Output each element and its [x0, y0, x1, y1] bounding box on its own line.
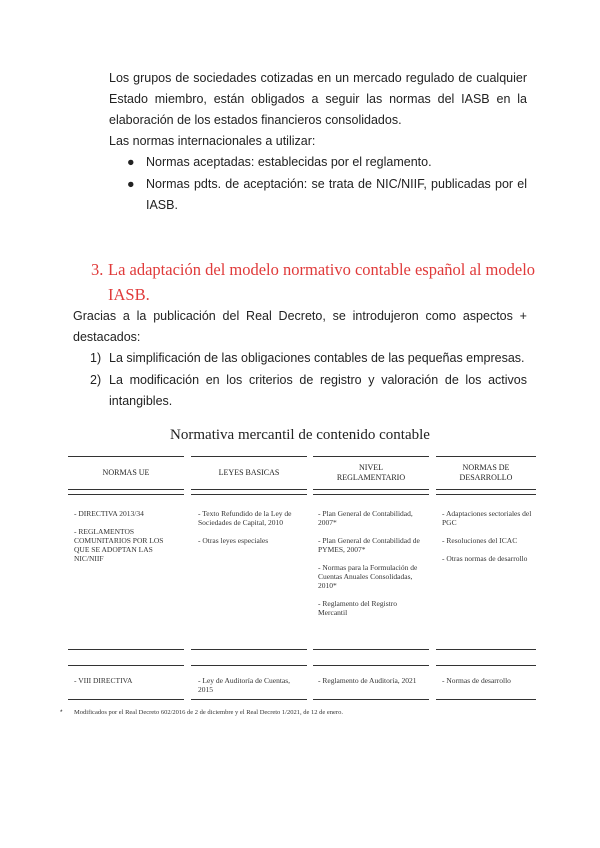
box-content: - Ley de Auditoría de Cuentas, 2015 — [198, 676, 291, 694]
paragraph-line: elaboración de los estados financieros consolidados. — [109, 113, 402, 127]
header-text: DESARROLLO — [459, 473, 513, 482]
list-item: La simplificación de las obligaciones contables de las pequeñas empresas. — [109, 351, 525, 365]
figure-title: Normativa mercantil de contenido contable — [170, 427, 430, 443]
paragraph-line: Las normas internacionales a utilizar: — [109, 134, 316, 148]
section-title: IASB. — [108, 285, 150, 304]
box-content — [318, 509, 422, 626]
list-item: - Resoluciones del ICAC — [442, 536, 518, 545]
list-item: - Otras leyes especiales — [198, 536, 269, 545]
bullet-text: Normas aceptadas: establecidas por el reglamento. — [146, 155, 432, 169]
header-text: NIVEL — [359, 463, 383, 472]
list-item: intangibles. — [109, 394, 173, 408]
list-item: - Normas para la Formulación de Cuentas Anuales Consolidadas, 2010* — [318, 563, 418, 590]
column-header — [68, 456, 184, 490]
box-content: - Reglamento de Auditoría, 2021 — [318, 676, 417, 685]
list-item: - Texto Refundido de la Ley de Sociedades de Capital, 2010 — [198, 509, 292, 527]
box-content — [74, 509, 178, 572]
paragraph-line: Estado miembro, están obligados a seguir las normas del IASB en la — [109, 92, 527, 106]
list-item: - Otras normas de desarrollo — [442, 554, 528, 563]
paragraph-line: Gracias a la publicación del Real Decreto, se introdujeron como aspectos + — [73, 309, 527, 323]
bullet-text: Normas pdts. de aceptación: se trata de NIC/NIIF, publicadas por el — [146, 177, 527, 191]
paragraph-line: destacados: — [73, 330, 141, 344]
box-content — [198, 509, 302, 554]
footnote-mark: * — [60, 709, 63, 716]
column-header — [191, 456, 307, 490]
list-number: 1) — [90, 351, 102, 365]
box-content: - VIII DIRECTIVA — [74, 676, 133, 685]
list-item: - Reglamento del Registro Mercantil — [318, 599, 397, 617]
paragraph-line: Los grupos de sociedades cotizadas en un mercado regulado de cualquier — [109, 71, 527, 85]
header-text: LEYES BASICAS — [218, 468, 280, 477]
column-header — [436, 456, 536, 490]
list-number: 2) — [90, 373, 102, 387]
list-item: La modificación en los criterios de registro y valoración de los activos — [109, 373, 527, 387]
list-item: - REGLAMENTOS COMUNITARIOS POR LOS QUE SE ADOPTAN LAS NIC/NIIF — [74, 527, 164, 563]
header-text: NORMAS DE — [462, 463, 510, 472]
bullet-text: IASB. — [146, 198, 178, 212]
section-title: La adaptación del modelo normativo contable español al modelo — [108, 260, 536, 279]
section-number: 3. — [91, 260, 104, 279]
list-item: - Adaptaciones sectoriales del PGC — [442, 509, 532, 527]
header-text: REGLAMENTARIO — [336, 473, 406, 482]
footnote: Modificados por el Real Decreto 602/2016 de 2 de diciembre y el Real Decreto 1/2021, de 12 de enero. — [74, 709, 343, 716]
list-item: - DIRECTIVA 2013/34 — [74, 509, 144, 518]
list-item: - Plan General de Contabilidad, 2007* — [318, 509, 413, 527]
header-text: NORMAS UE — [102, 468, 150, 477]
box-content — [442, 509, 532, 572]
list-item: - Plan General de Contabilidad de PYMES, 2007* — [318, 536, 420, 554]
column-header — [313, 456, 429, 490]
box-content: - Normas de desarrollo — [442, 676, 511, 685]
bullet-icon: ● — [127, 155, 135, 169]
bullet-item — [127, 174, 527, 218]
bullet-icon: ● — [127, 177, 135, 191]
